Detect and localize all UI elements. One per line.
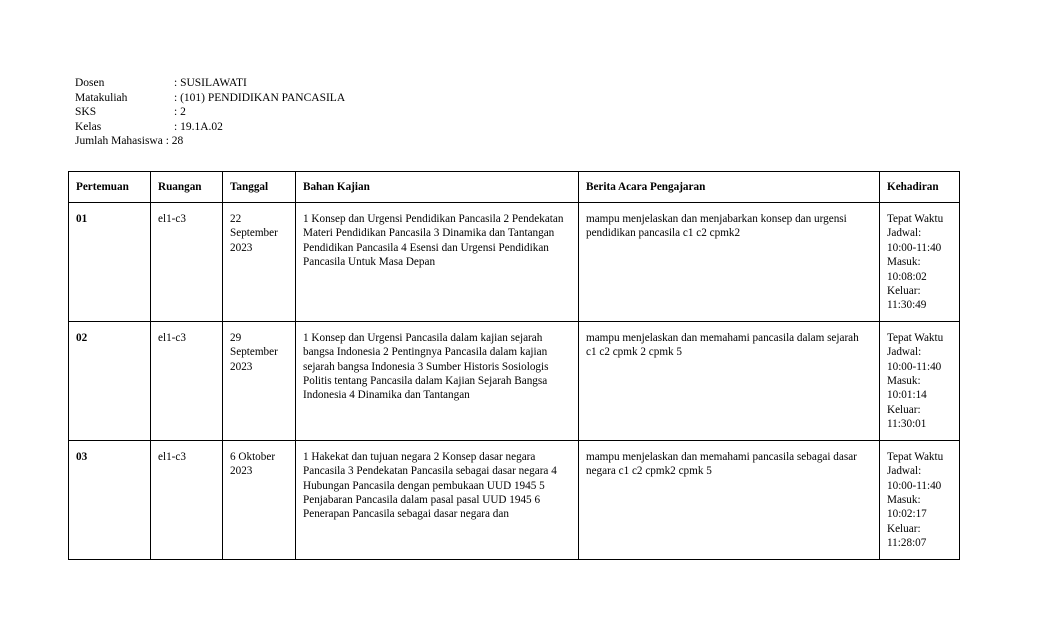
cell-tanggal: 22 September 2023 xyxy=(223,203,296,322)
keluar-value: 11:30:49 xyxy=(887,299,927,312)
cell-berita-acara: mampu menjelaskan dan menjabarkan konsep dan urgensi pendidikan pancasila c1 c2 cpmk2 xyxy=(579,203,880,322)
cell-kehadiran xyxy=(880,440,960,559)
jadwal-label: Jadwal: xyxy=(887,346,922,359)
column-header-kehadiran: Kehadiran xyxy=(880,172,960,203)
column-header-bahan-kajian: Bahan Kajian xyxy=(296,172,579,203)
sks-row xyxy=(75,105,345,120)
course-info xyxy=(75,76,345,149)
cell-tanggal: 29 September 2023 xyxy=(223,321,296,440)
cell-kehadiran xyxy=(880,321,960,440)
cell-bahan-kajian: 1 Hakekat dan tujuan negara 2 Konsep dasar negara Pancasila 3 Pendekatan Pancasila sebagai dasar negara 4 Hubungan Pancasila dengan pembukaan UUD 1945 5 Penjabaran Pancasila dalam pasal pasal UUD 1945 6 Penerapan Pancasila sebagai dasar negara dan xyxy=(296,440,579,559)
table-row xyxy=(69,440,960,559)
dosen-label: Dosen xyxy=(75,77,105,89)
column-header-pertemuan: Pertemuan xyxy=(69,172,151,203)
cell-ruangan: el1-c3 xyxy=(151,440,223,559)
cell-pertemuan: 02 xyxy=(69,321,151,440)
cell-berita-acara: mampu menjelaskan dan memahami pancasila sebagai dasar negara c1 c2 cpmk2 cpmk 5 xyxy=(579,440,880,559)
sks-label: SKS xyxy=(75,106,97,119)
keluar-value: 11:30:01 xyxy=(887,418,927,431)
matakuliah-row xyxy=(75,91,345,106)
kehadiran-status: Tepat Waktu xyxy=(887,213,944,225)
jadwal-value: 10:00-11:40 xyxy=(887,479,942,492)
cell-pertemuan: 01 xyxy=(69,203,151,322)
jadwal-value: 10:00-11:40 xyxy=(887,241,942,254)
masuk-value: 10:08:02 xyxy=(887,270,927,283)
dosen-row xyxy=(75,76,345,91)
cell-tanggal: 6 Oktober 2023 xyxy=(223,440,296,559)
kelas-row xyxy=(75,120,345,135)
table-row xyxy=(69,203,960,322)
cell-kehadiran xyxy=(880,203,960,322)
keluar-label: Keluar: xyxy=(887,403,921,416)
kehadiran-status: Tepat Waktu xyxy=(887,450,944,463)
cell-ruangan: el1-c3 xyxy=(151,203,223,322)
kelas-value: : 19.1A.02 xyxy=(174,120,223,133)
cell-bahan-kajian: 1 Konsep dan Urgensi Pancasila dalam kajian sejarah bangsa Indonesia 2 Pentingnya Pancasila dalam kajian sejarah bangsa Indonesia 3 Sumber Historis Sosiologis Politis tentang Pancasila dalam Kajian Sejarah Bangsa Indonesia 4 Dinamika dan Tantangan xyxy=(296,321,579,440)
masuk-label: Masuk: xyxy=(887,256,921,269)
jumlah-mahasiswa-value: : 28 xyxy=(165,135,184,148)
cell-pertemuan: 03 xyxy=(69,440,151,559)
jumlah-mahasiswa-row xyxy=(75,134,345,149)
kehadiran-status: Tepat Waktu xyxy=(887,331,944,344)
teaching-log-table xyxy=(68,171,960,560)
column-header-berita-acara: Berita Acara Pengajaran xyxy=(579,172,880,203)
jadwal-value: 10:00-11:40 xyxy=(887,360,942,373)
masuk-label: Masuk: xyxy=(887,493,921,506)
keluar-value: 11:28:07 xyxy=(887,537,927,550)
jadwal-label: Jadwal: xyxy=(887,465,922,478)
column-header-tanggal: Tanggal xyxy=(223,172,296,203)
column-header-ruangan: Ruangan xyxy=(151,172,223,203)
sks-value: : 2 xyxy=(174,106,186,119)
matakuliah-value: : (101) PENDIDIKAN PANCASILA xyxy=(174,91,346,104)
masuk-label: Masuk: xyxy=(887,375,921,388)
cell-bahan-kajian: 1 Konsep dan Urgensi Pendidikan Pancasila 2 Pendekatan Materi Pendidikan Pancasila 3 Dinamika dan Tantangan Pendidikan Pancasila 4 Esensi dan Urgensi Pendidikan Pancasila Untuk Masa Depan xyxy=(296,203,579,322)
keluar-label: Keluar: xyxy=(887,522,921,535)
masuk-value: 10:01:14 xyxy=(887,389,927,402)
dosen-value: : SUSILAWATI xyxy=(174,77,247,89)
kelas-label: Kelas xyxy=(75,120,102,133)
table-header-row xyxy=(69,172,960,203)
cell-berita-acara: mampu menjelaskan dan memahami pancasila dalam sejarah c1 c2 cpmk 2 cpmk 5 xyxy=(579,321,880,440)
matakuliah-label: Matakuliah xyxy=(75,91,128,104)
masuk-value: 10:02:17 xyxy=(887,508,927,521)
jumlah-mahasiswa-label: Jumlah Mahasiswa xyxy=(75,135,163,148)
cell-ruangan: el1-c3 xyxy=(151,321,223,440)
jadwal-label: Jadwal: xyxy=(887,227,922,240)
table-row xyxy=(69,321,960,440)
keluar-label: Keluar: xyxy=(887,285,921,298)
